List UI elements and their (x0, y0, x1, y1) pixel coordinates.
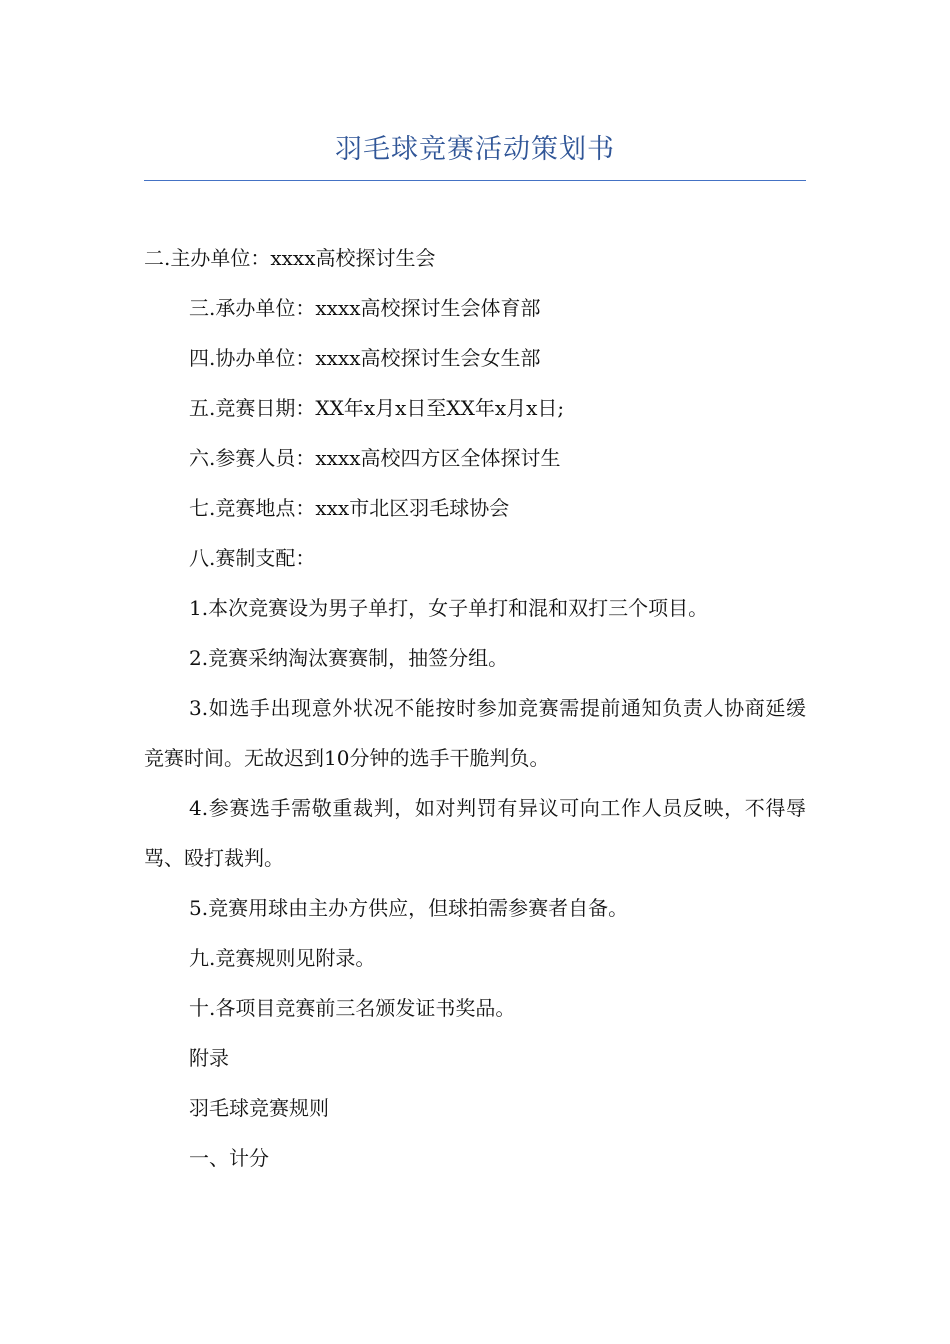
paragraph-rule-1: 1.本次竞赛设为男子单打，女子单打和混和双打三个项目。 (189, 596, 709, 620)
paragraph-rule-2: 2.竞赛采纳淘汰赛赛制，抽签分组。 (189, 646, 509, 670)
paragraph-co-organizer: 四.协办单位：xxxx高校探讨生会女生部 (189, 346, 541, 370)
paragraph-awards: 十.各项目竞赛前三名颁发证书奖品。 (189, 996, 516, 1020)
appendix-section-scoring: 一、计分 (189, 1146, 269, 1170)
title-underline (144, 180, 806, 181)
paragraph-organizer: 二.主办单位：xxxx高校探讨生会 (144, 246, 436, 270)
appendix-heading: 附录 (189, 1046, 229, 1070)
appendix-title: 羽毛球竞赛规则 (189, 1096, 329, 1120)
paragraph-date: 五.竞赛日期：XX年x月x日至XX年x月x日; (189, 396, 565, 420)
document-body (144, 233, 806, 1183)
paragraph-rule-3: 3.如选手出现意外状况不能按时参加竞赛需提前通知负责人协商延缓竞赛时间。无故迟到10分钟的选手干脆判负。 (144, 696, 806, 770)
paragraph-rule-5: 5.竞赛用球由主办方供应，但球拍需参赛者自备。 (189, 896, 629, 920)
paragraph-participants: 六.参赛人员：xxxx高校四方区全体探讨生 (189, 446, 561, 470)
paragraph-undertaker: 三.承办单位：xxxx高校探讨生会体育部 (189, 296, 541, 320)
paragraph-rule-4: 4.参赛选手需敬重裁判，如对判罚有异议可向工作人员反映，不得辱骂、殴打裁判。 (144, 796, 806, 870)
document-title: 羽毛球竞赛活动策划书 (335, 134, 615, 165)
paragraph-format-heading: 八.赛制支配： (189, 546, 316, 570)
paragraph-rules-ref: 九.竞赛规则见附录。 (189, 946, 376, 970)
paragraph-venue: 七.竞赛地点：xxx市北区羽毛球协会 (189, 496, 510, 520)
